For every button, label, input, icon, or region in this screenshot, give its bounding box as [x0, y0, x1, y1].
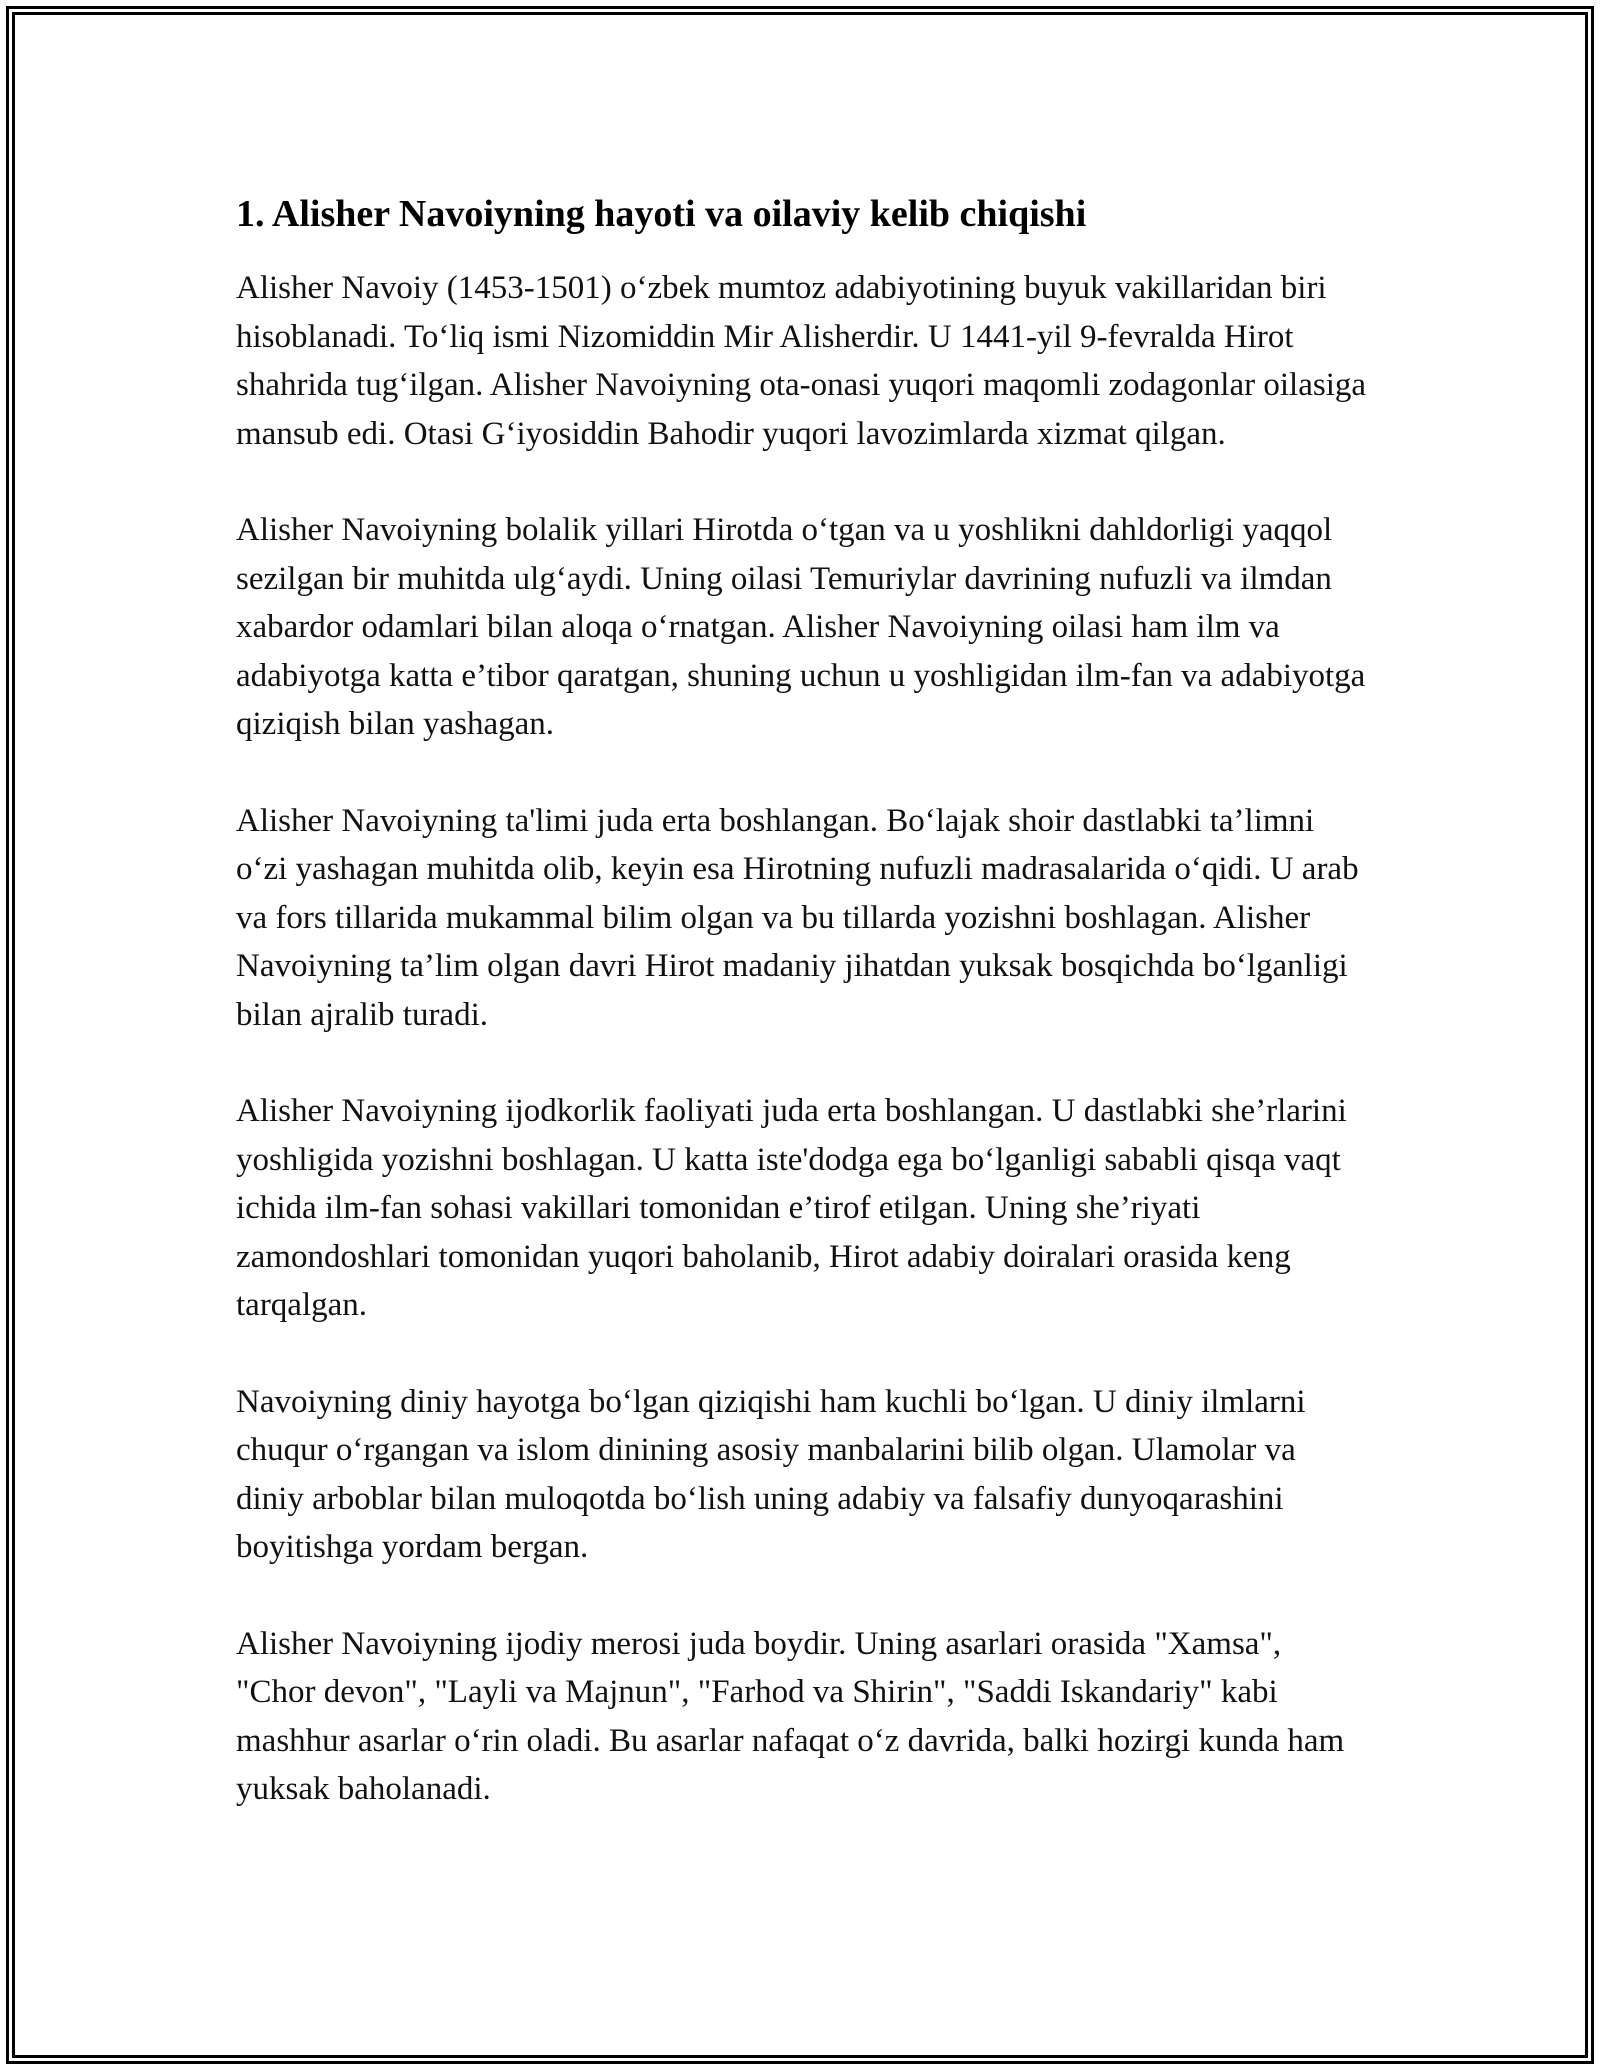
paragraph-1: Alisher Navoiy (1453-1501) o‘zbek mumtoz adabiyotining buyuk vakillaridan biri hisoblanadi. To‘liq ismi Nizomiddin Mir Alisherdir. U 1441-yil 9-fevralda Hirot shahrida tug‘ilgan. Alisher Navoiyning ota-onasi yuqori maqomli zodagonlar oilasiga mansub edi. Otasi G‘iyosiddin Bahodir yuqori lavozimlarda xizmat qilgan. [236, 270, 1367, 452]
paragraph-3: Alisher Navoiyning ta'limi juda erta boshlangan. Bo‘lajak shoir dastlabki ta’limni o‘zi yashagan muhitda olib, keyin esa Hirotning nufuzli madrasalarida o‘qidi. U arab va fors tillarida mukammal bilim olgan va bu tillarda yozishni boshlagan. Alisher Navoiyning ta’lim olgan davri Hirot madaniy jihatdan yuksak bosqichda bo‘lganligi bilan ajralib turadi. [236, 802, 1359, 1033]
paragraph-5: Navoiyning diniy hayotga bo‘lgan qiziqishi ham kuchli bo‘lgan. U diniy ilmlarni chuqur o‘rgangan va islom dinining asosiy manbalarini bilib olgan. Ulamolar va diniy arboblar bilan muloqotda bo‘lish uning adabiy va falsafiy dunyoqarashini boyitishga yordam bergan. [236, 1383, 1306, 1565]
paragraph-4: Alisher Navoiyning ijodkorlik faoliyati juda erta boshlangan. U dastlabki she’rlarini yoshligida yozishni boshlagan. U katta iste'dodga ega bo‘lganligi sababli qisqa vaqt ichida ilm-fan sohasi vakillari tomonidan e’tirof etilgan. Uning she’riyati zamondoshlari tomonidan yuqori baholanib, Hirot adabiy doiralari orasida keng tarqalgan. [236, 1093, 1347, 1323]
section-heading: 1. Alisher Navoiyning hayoti va oilaviy kelib chiqishi [236, 193, 1087, 235]
paragraph-2: Alisher Navoiyning bolalik yillari Hirotda o‘tgan va u yoshlikni dahldorligi yaqqol sezilgan bir muhitda ulg‘aydi. Uning oilasi Temuriylar davrining nufuzli va ilmdan xabardor odamlari bilan aloqa o‘rnatgan. Alisher Navoiyning oilasi ham ilm va adabiyotga katta e’tibor qaratgan, shuning uchun u yoshligidan ilm-fan va adabiyotga qiziqish bilan yashagan. [236, 512, 1366, 742]
paragraph-6: Alisher Navoiyning ijodiy merosi juda boydir. Uning asarlari orasida "Xamsa", "Chor devon", "Layli va Majnun", "Farhod va Shirin", "Saddi Iskandariy" kabi mashhur asarlar o‘rin oladi. Bu asarlar nafaqat o‘z davrida, balki hozirgi kunda ham yuksak baholanadi. [236, 1625, 1345, 1807]
document-body [236, 188, 1366, 1814]
